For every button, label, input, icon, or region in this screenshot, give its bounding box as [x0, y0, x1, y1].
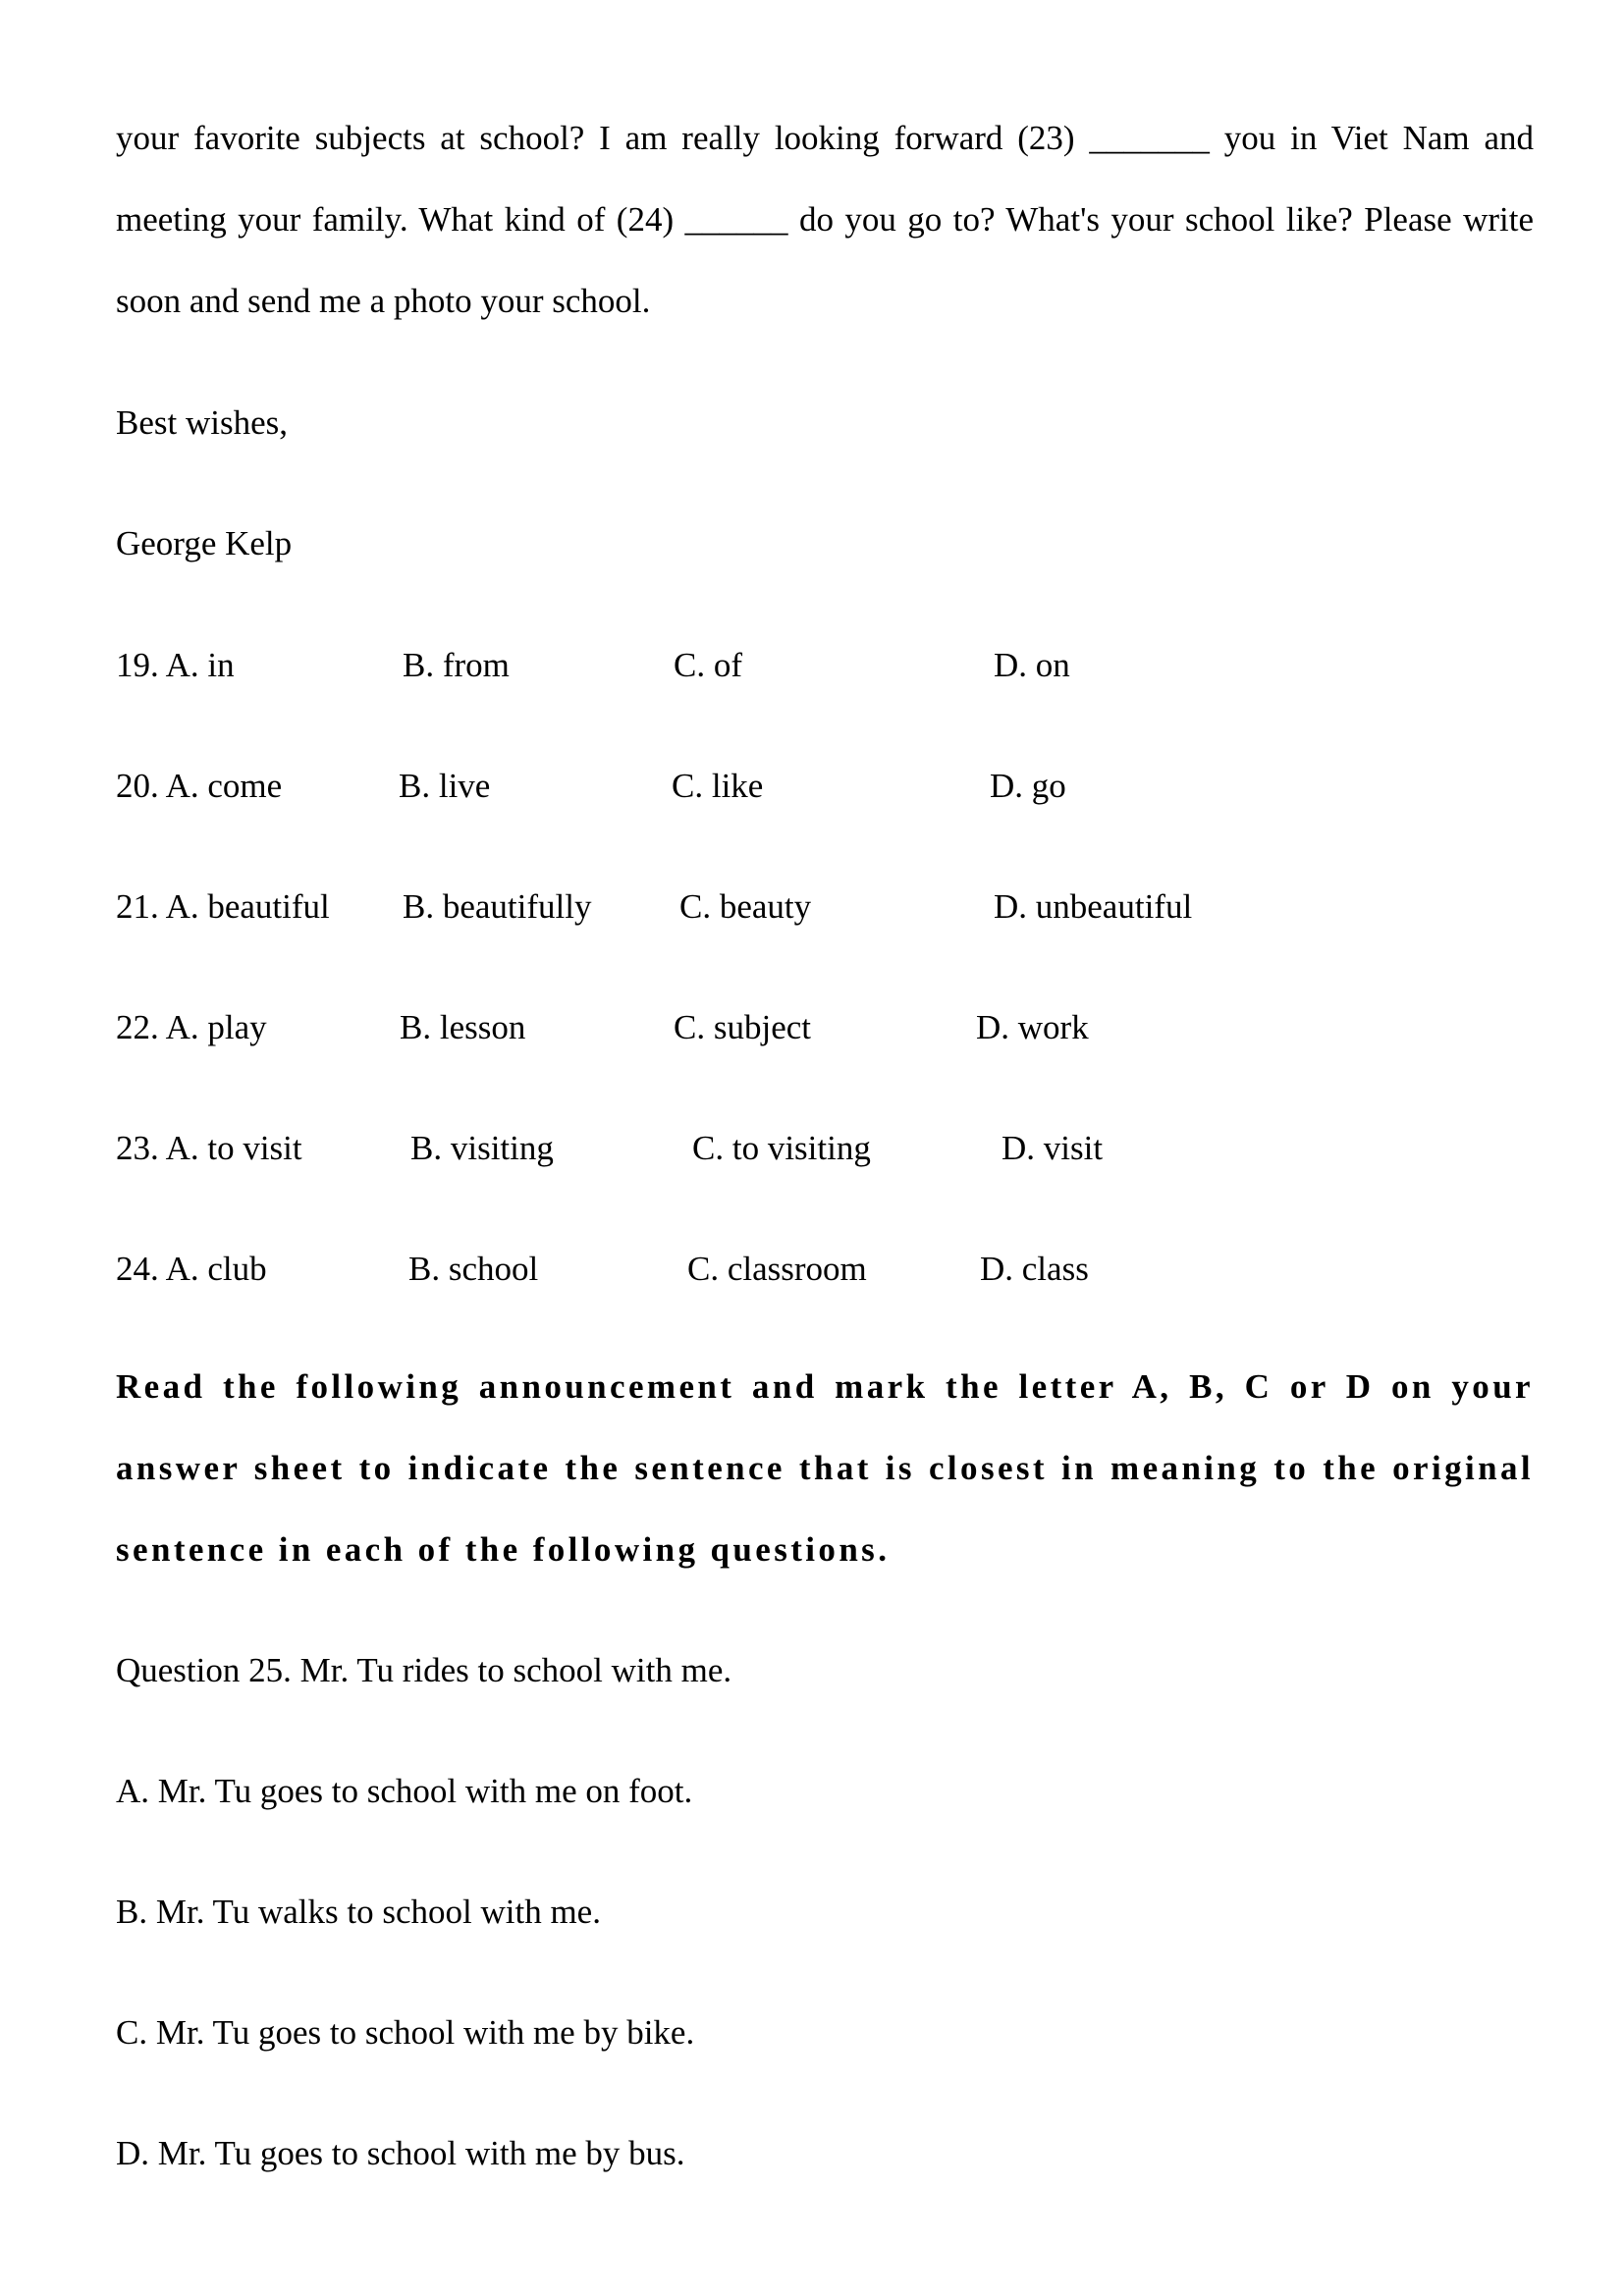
- option-24-a: 24. A. club: [116, 1250, 267, 1288]
- question-25-option-b: B. Mr. Tu walks to school with me.: [116, 1893, 601, 1931]
- option-23-b: B. visiting: [410, 1129, 554, 1167]
- option-21-d: D. unbeautiful: [994, 887, 1193, 926]
- option-21-a: 21. A. beautiful: [116, 887, 330, 926]
- option-20-d: D. go: [990, 767, 1066, 805]
- letter-closing: Best wishes,: [116, 403, 288, 442]
- option-19-d: D. on: [994, 646, 1070, 684]
- option-20-a: 20. A. come: [116, 767, 283, 805]
- option-20-c: C. like: [672, 767, 764, 805]
- question-25-option-d: D. Mr. Tu goes to school with me by bus.: [116, 2134, 685, 2172]
- option-24-d: D. class: [980, 1250, 1089, 1288]
- option-19-c: C. of: [674, 646, 742, 684]
- question-20-options: [0, 767, 1624, 806]
- option-19-b: B. from: [403, 646, 510, 684]
- option-21-b: B. beautifully: [403, 887, 592, 926]
- option-22-c: C. subject: [674, 1008, 811, 1046]
- question-25-option-a: A. Mr. Tu goes to school with me on foot.: [116, 1772, 693, 1810]
- question-21-options: [0, 887, 1624, 927]
- option-23-a: 23. A. to visit: [116, 1129, 302, 1167]
- option-22-b: B. lesson: [400, 1008, 526, 1046]
- option-19-a: 19. A. in: [116, 646, 235, 684]
- option-23-c: C. to visiting: [692, 1129, 871, 1167]
- letter-paragraph: your favorite subjects at school? I am really looking forward (23) _______ you in Viet Nam and meeting your family. What kind of (24) ______ do you go to? What's your school like? Please write soon and send me a photo your school.: [116, 119, 1534, 320]
- option-24-c: C. classroom: [687, 1250, 867, 1288]
- question-24-options: [0, 1250, 1624, 1289]
- option-23-d: D. visit: [1001, 1129, 1104, 1167]
- option-22-a: 22. A. play: [116, 1008, 267, 1046]
- question-25-option-c: C. Mr. Tu goes to school with me by bike.: [116, 2013, 695, 2052]
- question-19-options: [0, 646, 1624, 685]
- option-21-c: C. beauty: [679, 887, 812, 926]
- question-23-options: [0, 1129, 1624, 1168]
- question-25-stem: Question 25. Mr. Tu rides to school with me.: [116, 1651, 732, 1689]
- option-20-b: B. live: [399, 767, 491, 805]
- option-22-d: D. work: [976, 1008, 1089, 1046]
- letter-signature: George Kelp: [116, 524, 293, 562]
- option-24-b: B. school: [408, 1250, 539, 1288]
- question-22-options: [0, 1008, 1624, 1047]
- section-instruction: Read the following announcement and mark the letter A, B, C or D on your answer sheet to indicate the sentence that is closest in meaning to the original sentence in each of the following questions.: [116, 1367, 1534, 1569]
